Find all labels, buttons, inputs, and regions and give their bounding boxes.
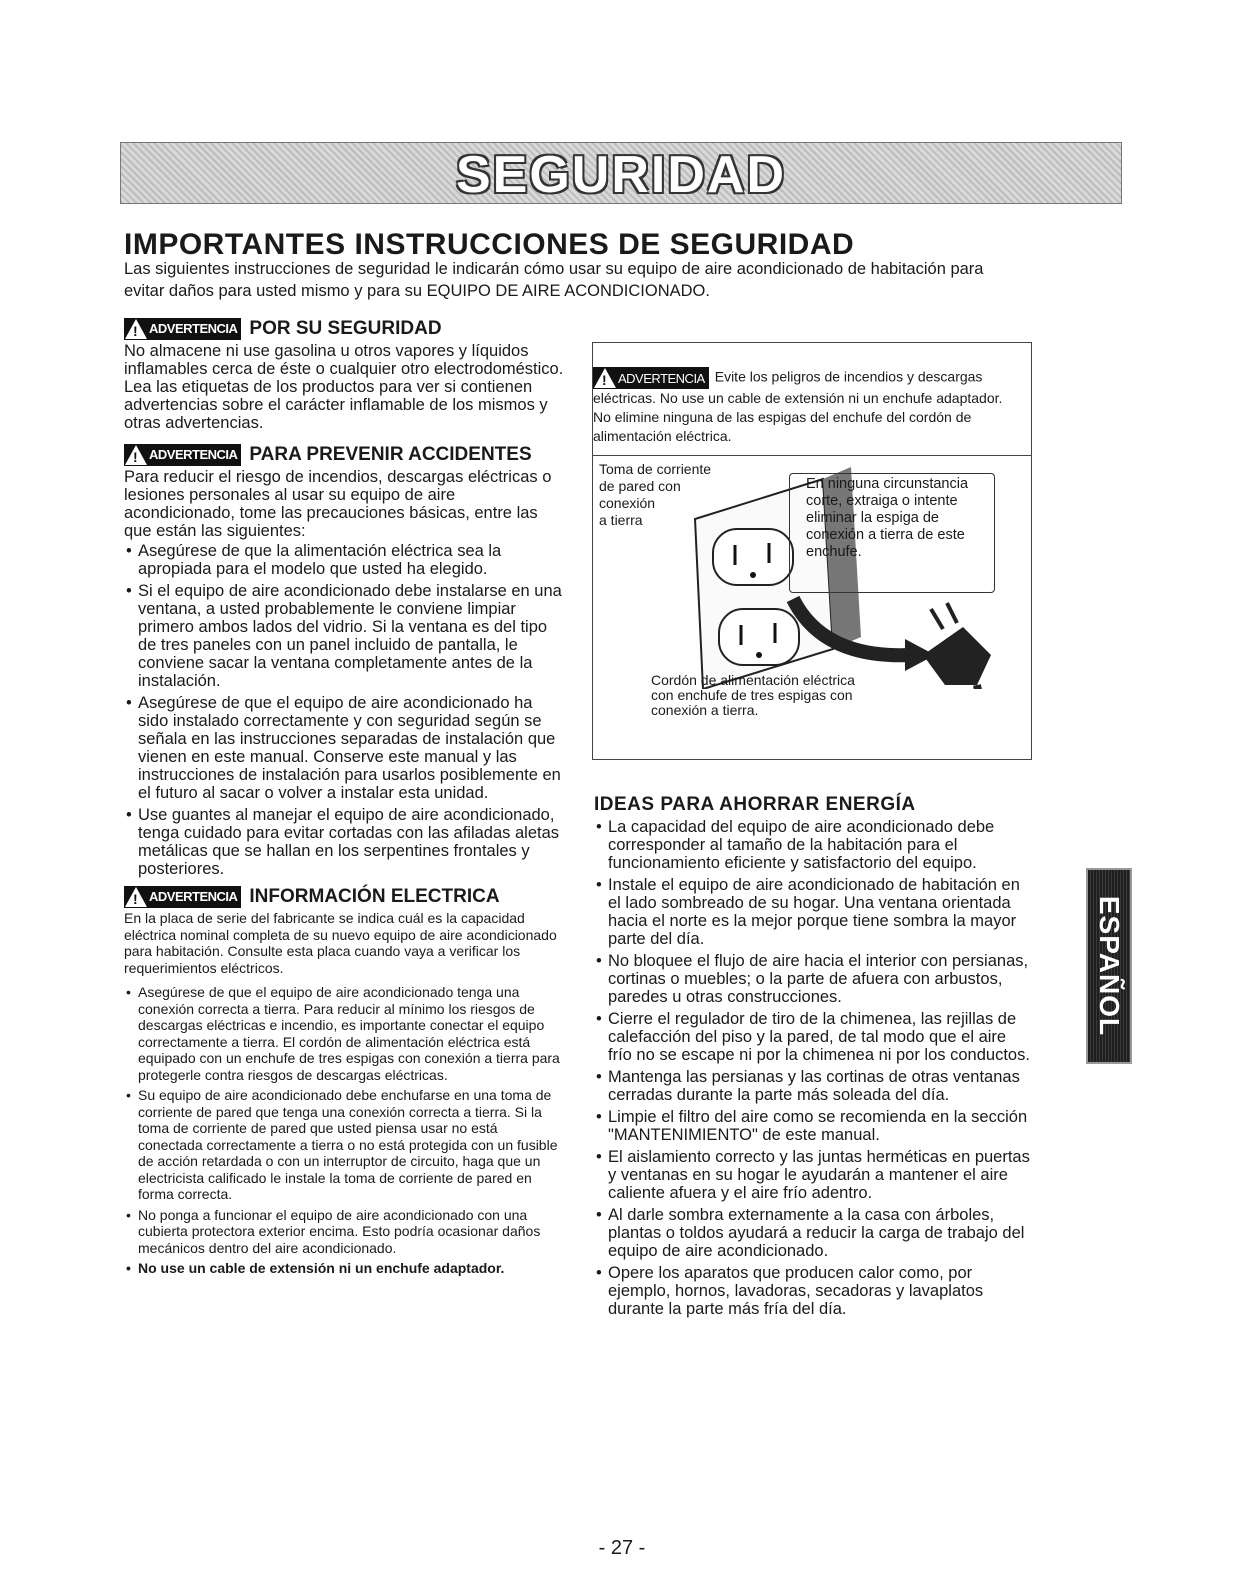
section-heading-safety: ! ADVERTENCIA POR SU SEGURIDAD [124, 318, 564, 340]
list-item: • Mantenga las persianas y las cortinas de otras ventanas cerradas durante la parte más soleada del día. [594, 1068, 1030, 1104]
callout-box: En ninguna circunstancia corte, extraiga o intente eliminar la espiga de conexión a tierra de este enchufe. [789, 473, 995, 593]
accidents-list [124, 542, 564, 878]
warning-badge: ! ADVERTENCIA [124, 444, 241, 466]
safety-paragraph: No almacene ni use gasolina u otros vapores y líquidos inflamables cerca de éste o cualquier otro electrodoméstico. Lea las etiquetas de los productos para ver si contienen advertencias sobre el carácter inflamable de los mismos y otras advertencias. [124, 342, 564, 432]
list-item: • Instale el equipo de aire acondicionado de habitación en el lado sombreado de su hogar. Una ventana orientada hacia el norte es la mejor porque tiene sombra la mayor parte del día. [594, 876, 1030, 948]
list-item: • Al darle sombra externamente a la casa con árboles, plantas o toldos ayudará a reducir la carga de trabajo del equipo de aire acondicionado. [594, 1206, 1030, 1260]
list-item-bold: • No use un cable de extensión ni un enchufe adaptador. [124, 1260, 564, 1277]
list-item: • Opere los aparatos que producen calor como, por ejemplo, hornos, lavadoras, secadoras y lavaplatos durante la parte más fría del día. [594, 1264, 1030, 1318]
list-item: • Si el equipo de aire acondicionado debe instalarse en una ventana, a usted probablemente le conviene limpiar primero ambos lados del vidrio. Si la ventana es del tipo de tres paneles con un panel incluido de pantalla, le conviene sacar la ventana completamente antes de la instalación. [124, 582, 564, 690]
list-item: • No ponga a funcionar el equipo de aire acondicionado con una cubierta protectora exterior encima. Esto podría ocasionar daños mecánicos dentro del aire acondicionado. [124, 1207, 564, 1257]
electrical-paragraph: En la placa de serie del fabricante se indica cuál es la capacidad eléctrica nominal completa de su nuevo equipo de aire acondicionado para habitación. Consulte esta placa cuando vaya a verificar los requerimientos eléctricos. [124, 910, 557, 976]
list-item: • No bloquee el flujo de aire hacia el interior con persianas, cortinas o muebles; o la parte de afuera con arbustos, paredes u otras construcciones. [594, 952, 1030, 1006]
accidents-paragraph: Para reducir el riesgo de incendios, descargas eléctricas o lesiones personales al usar su equipo de aire acondicionado, tome las precauciones básicas, entre las que están las siguientes: [124, 468, 552, 540]
list-item: • Su equipo de aire acondicionado debe enchufarse en una toma de corriente de pared que tenga una conexión correcta a tierra. Si la toma de corriente de pared que usted piensa usar no está conectada correctamente a tierra o no está protegida con un fusible de acción retardada o con un interruptor de circuito, haga que un electricista calificado le instale la toma de corriente de pared en forma correcta. [124, 1087, 564, 1203]
warning-triangle-icon [125, 887, 147, 907]
list-item: • La capacidad del equipo de aire acondicionado debe corresponder al tamaño de la habitación para el funcionamiento eficiente y satisfactorio del equipo. [594, 818, 1030, 872]
language-tab-label: ESPAÑOL [1094, 895, 1125, 1037]
list-item: • Asegúrese de que el equipo de aire acondicionado tenga una conexión correcta a tierra. Para reducir al mínimo los riesgos de descargas eléctricas e incendio, es importante conectar el equipo correctamente a tierra. El cordón de alimentación eléctrica está equipado con un enchufe de tres espigas con conexión a tierra para protegerle contra riesgos de descargas eléctricas. [124, 984, 564, 1083]
warning-triangle-icon [125, 319, 147, 339]
list-item: • Use guantes al manejar el equipo de aire acondicionado, tenga cuidado para evitar cortadas con las afiladas aletas metálicas que se hallan en los serpentines frontales y posteriores. [124, 806, 564, 878]
electrical-list [124, 984, 564, 1277]
list-item: • Asegúrese de que la alimentación eléctrica sea la apropiada para el modelo que usted ha elegido. [124, 542, 564, 578]
energy-list [594, 818, 1030, 1318]
list-item: • Asegúrese de que el equipo de aire acondicionado ha sido instalado correctamente y con seguridad según se señala en las instrucciones separadas de instalación que vienen en este manual. Conserve este manual y las instrucciones de instalación para usarlos posiblemente en el futuro al sacar o volver a instalar esta unidad. [124, 694, 564, 802]
section-banner [120, 142, 1122, 204]
divider [593, 455, 1031, 456]
intro-paragraph: Las siguientes instrucciones de seguridad le indicarán cómo usar su equipo de aire acondicionado de habitación para evitar daños para usted mismo y para su EQUIPO DE AIRE ACONDICIONADO. [124, 260, 984, 300]
outlet-label: Toma de corriente de pared con conexión a tierra [599, 461, 712, 528]
warning-box-text: ! ADVERTENCIA Evite los peligros de incendios y descargas eléctricas. No use un cable de extensión ni un enchufe adaptador. No elimine ninguna de las espigas del enchufe del cordón de alimentación eléctrica. [593, 367, 1005, 446]
energy-heading: IDEAS PARA AHORRAR ENERGÍA [594, 794, 916, 815]
list-item: • Limpie el filtro del aire como se recomienda en la sección "MANTENIMIENTO" de este manual. [594, 1108, 1030, 1144]
warning-badge: ! ADVERTENCIA [593, 367, 709, 389]
left-column [124, 318, 564, 1281]
right-column [594, 796, 1030, 1322]
warning-badge: ! ADVERTENCIA [124, 886, 241, 908]
page-number: - 27 - [598, 1537, 646, 1559]
warning-triangle-icon [125, 445, 147, 465]
warning-badge: ! ADVERTENCIA [124, 318, 241, 340]
section-heading-accidents: ! ADVERTENCIA PARA PREVENIR ACCIDENTES [124, 444, 564, 466]
page-title: IMPORTANTES INSTRUCCIONES DE SEGURIDAD [124, 228, 855, 261]
banner-title: SEGURIDAD [455, 146, 787, 204]
warning-box [592, 342, 1032, 760]
language-tab [1086, 868, 1132, 1064]
list-item: • El aislamiento correcto y las juntas herméticas en puertas y ventanas en su hogar le ayudarán a mantener el aire caliente afuera y el aire frío adentro. [594, 1148, 1030, 1202]
warning-triangle-icon [594, 368, 616, 388]
section-heading-electrical: ! ADVERTENCIA INFORMACIÓN ELECTRICA [124, 886, 564, 908]
cord-label: Cordón de alimentación eléctrica con enchufe de tres espigas con conexión a tierra. [651, 672, 855, 718]
list-item: • Cierre el regulador de tiro de la chimenea, las rejillas de calefacción del piso y la pared, de tal modo que el aire frío no se escape ni por la chimenea ni por los conductos. [594, 1010, 1030, 1064]
